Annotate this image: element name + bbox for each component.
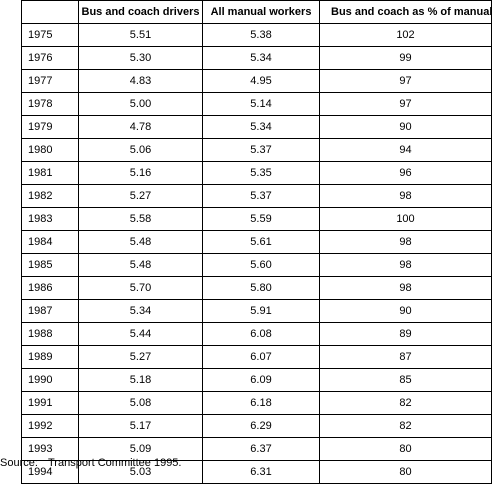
all-manual-workers-cell: 5.59 [203,208,320,231]
bus-coach-drivers-cell: 5.30 [79,47,203,70]
all-manual-workers-cell: 5.14 [203,93,320,116]
table-row [22,277,492,300]
bus-coach-percent-cell: 97 [320,70,492,93]
bus-coach-percent-cell: 102 [320,24,492,47]
all-manual-workers-cell: 6.37 [203,438,320,461]
data-table [21,0,492,484]
table-header-row [22,1,492,24]
all-manual-workers-cell: 5.60 [203,254,320,277]
bus-coach-drivers-cell: 5.08 [79,392,203,415]
bus-coach-drivers-cell: 5.34 [79,300,203,323]
bus-coach-drivers-cell: 5.00 [79,93,203,116]
year-cell: 1988 [22,323,79,346]
bus-coach-percent-cell: 96 [320,162,492,185]
bus-coach-drivers-cell: 5.06 [79,139,203,162]
table-row [22,162,492,185]
bus-coach-percent-cell: 98 [320,231,492,254]
all-manual-workers-cell: 5.35 [203,162,320,185]
year-cell: 1991 [22,392,79,415]
bus-coach-percent-cell: 85 [320,369,492,392]
bus-coach-drivers-cell: 5.18 [79,369,203,392]
bus-coach-percent-cell: 87 [320,346,492,369]
all-manual-workers-cell: 6.08 [203,323,320,346]
column-header-year [22,1,79,24]
bus-coach-drivers-cell: 5.17 [79,415,203,438]
column-header-bus-coach-drivers: Bus and coach drivers [79,1,203,24]
bus-coach-percent-cell: 82 [320,415,492,438]
year-cell: 1994 [22,461,79,484]
all-manual-workers-cell: 6.09 [203,369,320,392]
all-manual-workers-cell: 5.80 [203,277,320,300]
bus-coach-percent-cell: 97 [320,93,492,116]
table-row [22,70,492,93]
column-header-bus-coach-percent: Bus and coach as % of manual [320,1,492,24]
all-manual-workers-cell: 5.37 [203,139,320,162]
bus-coach-percent-cell: 80 [320,438,492,461]
bus-coach-percent-cell: 82 [320,392,492,415]
bus-coach-drivers-cell: 4.83 [79,70,203,93]
all-manual-workers-cell: 6.31 [203,461,320,484]
all-manual-workers-cell: 6.29 [203,415,320,438]
year-cell: 1979 [22,116,79,139]
bus-coach-drivers-cell: 5.58 [79,208,203,231]
year-cell: 1978 [22,93,79,116]
column-header-all-manual-workers: All manual workers [203,1,320,24]
bus-coach-drivers-cell: 5.03 [79,461,203,484]
bus-coach-percent-cell: 90 [320,116,492,139]
all-manual-workers-cell: 5.34 [203,47,320,70]
all-manual-workers-cell: 6.18 [203,392,320,415]
table-row [22,185,492,208]
year-cell: 1976 [22,47,79,70]
table-row [22,24,492,47]
all-manual-workers-cell: 6.07 [203,346,320,369]
year-cell: 1980 [22,139,79,162]
table-row [22,369,492,392]
table-body [22,24,492,484]
all-manual-workers-cell: 5.37 [203,185,320,208]
table-row [22,116,492,139]
table-row [22,415,492,438]
source-note [0,456,181,470]
bus-coach-drivers-cell: 5.51 [79,24,203,47]
table-row [22,323,492,346]
table-row [22,139,492,162]
year-cell: 1987 [22,300,79,323]
year-cell: 1982 [22,185,79,208]
bus-coach-percent-cell: 89 [320,323,492,346]
bus-coach-percent-cell: 100 [320,208,492,231]
year-cell: 1981 [22,162,79,185]
all-manual-workers-cell: 5.61 [203,231,320,254]
bus-coach-drivers-cell: 5.16 [79,162,203,185]
table-row [22,47,492,70]
all-manual-workers-cell: 5.91 [203,300,320,323]
all-manual-workers-cell: 5.38 [203,24,320,47]
bus-coach-drivers-cell: 5.27 [79,185,203,208]
table-row [22,346,492,369]
year-cell: 1986 [22,277,79,300]
year-cell: 1975 [22,24,79,47]
source-label: Source: [0,457,38,469]
year-cell: 1985 [22,254,79,277]
table-row [22,300,492,323]
table-row [22,231,492,254]
year-cell: 1993 [22,438,79,461]
table-row [22,254,492,277]
bus-coach-percent-cell: 98 [320,277,492,300]
bus-coach-drivers-cell: 5.48 [79,231,203,254]
year-cell: 1983 [22,208,79,231]
year-cell: 1990 [22,369,79,392]
year-cell: 1992 [22,415,79,438]
bus-coach-drivers-cell: 5.48 [79,254,203,277]
table-row [22,208,492,231]
bus-coach-drivers-cell: 5.27 [79,346,203,369]
year-cell: 1977 [22,70,79,93]
year-cell: 1989 [22,346,79,369]
source-text: Transport Committee 1995. [48,457,182,469]
bus-coach-drivers-cell: 5.70 [79,277,203,300]
year-cell: 1984 [22,231,79,254]
bus-coach-drivers-cell: 5.44 [79,323,203,346]
all-manual-workers-cell: 5.34 [203,116,320,139]
bus-coach-percent-cell: 94 [320,139,492,162]
bus-coach-percent-cell: 98 [320,185,492,208]
bus-coach-percent-cell: 98 [320,254,492,277]
bus-coach-drivers-cell: 4.78 [79,116,203,139]
bus-coach-percent-cell: 80 [320,461,492,484]
bus-coach-percent-cell: 99 [320,47,492,70]
table-row [22,392,492,415]
bus-coach-percent-cell: 90 [320,300,492,323]
all-manual-workers-cell: 4.95 [203,70,320,93]
table-row [22,93,492,116]
bus-coach-drivers-cell: 5.09 [79,438,203,461]
